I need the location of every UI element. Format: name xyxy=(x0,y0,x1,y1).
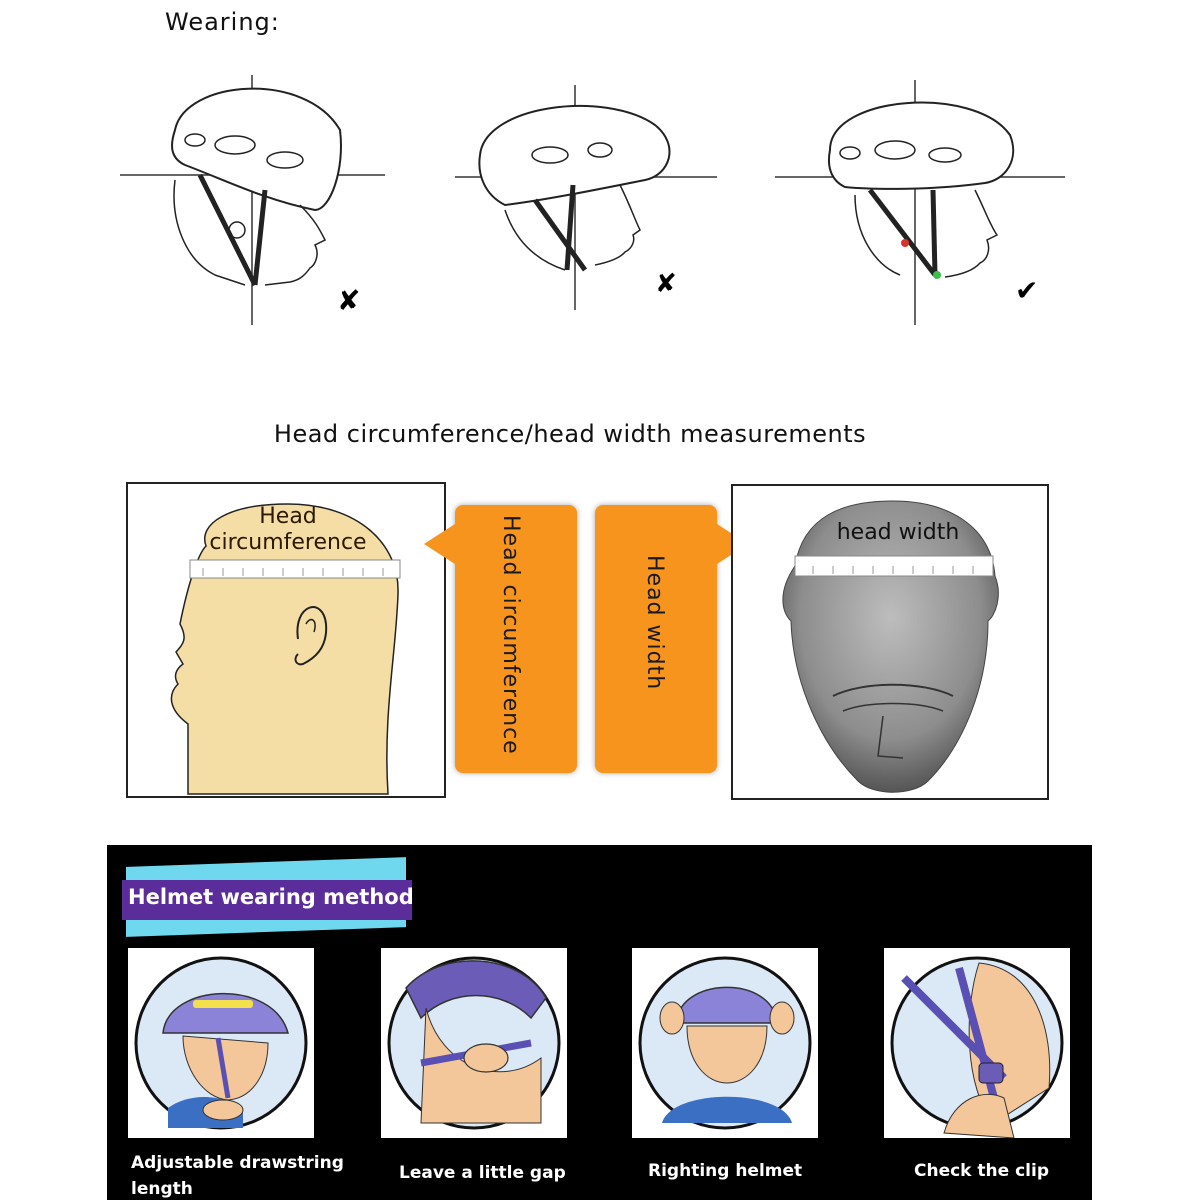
wrong-mark-2: ✘ xyxy=(655,269,677,299)
wearing-title: Wearing: xyxy=(165,8,280,36)
step-caption-1 xyxy=(131,1150,344,1202)
wearing-figure-3 xyxy=(775,75,1070,330)
step-card-3 xyxy=(632,948,818,1138)
step-caption-3-line1: Righting helmet xyxy=(648,1161,803,1181)
step-card-4 xyxy=(884,948,1070,1138)
head-circumference-bar-label: Head circumference xyxy=(498,515,523,755)
measurements-title: Head circumference/head width measurements xyxy=(273,420,867,448)
step-caption-3 xyxy=(648,1158,802,1184)
head-label-line1: Head xyxy=(259,504,317,529)
head-width-label: head width xyxy=(836,520,960,545)
step-caption-1-line2: length xyxy=(131,1179,193,1199)
step-caption-2-line1: Leave a little gap xyxy=(399,1163,566,1183)
wearing-figure-2 xyxy=(455,80,725,320)
head-circumference-label xyxy=(188,504,388,556)
step-card-2 xyxy=(381,948,567,1138)
step-card-1 xyxy=(128,948,314,1138)
step-caption-2 xyxy=(399,1160,566,1186)
correct-mark: ✔ xyxy=(1015,274,1039,307)
wearing-figure-1 xyxy=(115,70,395,330)
wrong-mark-1: ✘ xyxy=(337,284,361,317)
head-circumference-panel xyxy=(126,482,446,798)
head-width-panel xyxy=(731,484,1049,800)
step-caption-4-line1: Check the clip xyxy=(914,1161,1049,1181)
step-caption-4 xyxy=(914,1158,1049,1184)
head-label-line2: circumference xyxy=(209,530,367,555)
step-caption-1-line1: Adjustable drawstring xyxy=(131,1153,344,1173)
method-title: Helmet wearing method xyxy=(128,885,414,909)
head-width-bar-label: Head width xyxy=(642,555,667,691)
left-arrow-icon xyxy=(424,522,458,566)
